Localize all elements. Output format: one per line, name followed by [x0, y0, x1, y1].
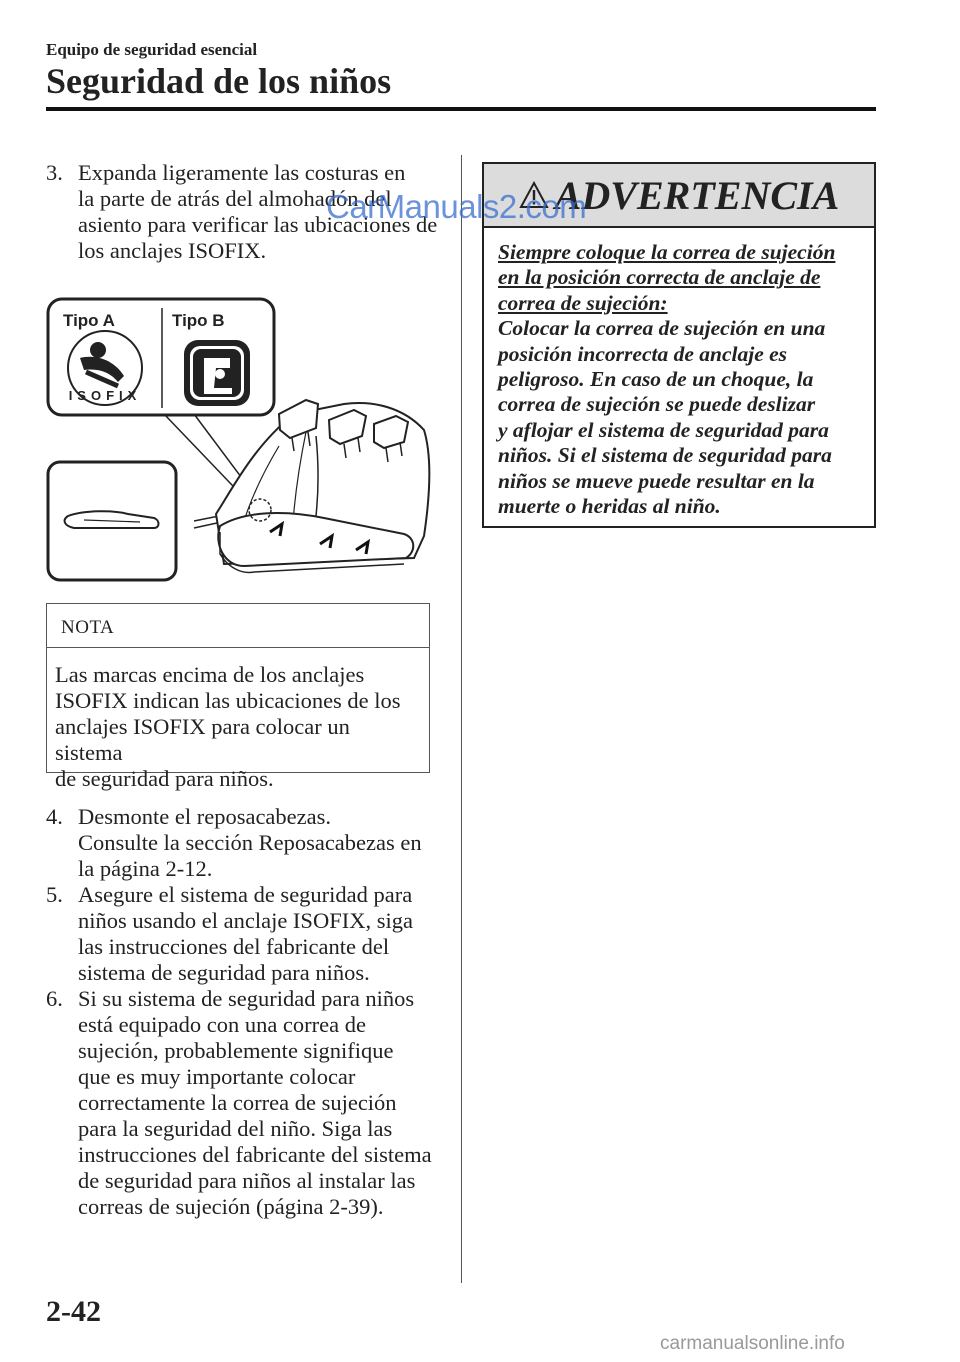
footer-url: carmanualsonline.info — [660, 1333, 845, 1354]
child-seat-square-icon — [184, 340, 250, 406]
step-line: la parte de atrás del almohadón del — [78, 186, 392, 211]
step-line: de seguridad para niños al instalar las — [78, 1168, 416, 1193]
step-line: sistema de seguridad para niños. — [78, 960, 370, 985]
step-line: niños usando el anclaje ISOFIX, siga — [78, 908, 413, 933]
note-heading: NOTA — [47, 604, 429, 648]
warning-line: muerte o heridas al niño. — [498, 494, 721, 519]
step-line: asiento para verificar las ubicaciones de — [78, 212, 438, 237]
section-label: Equipo de seguridad esencial — [46, 40, 258, 59]
step-line: Consulte la sección Reposacabezas en — [78, 830, 422, 855]
note-line: de seguridad para niños. — [55, 766, 274, 791]
warning-line: Siempre coloque la correa de sujeción — [498, 240, 836, 264]
step-line: Expanda ligeramente las costuras en — [78, 160, 406, 185]
isofix-circle-icon — [68, 331, 142, 405]
note-line: Las marcas encima de los anclajes — [55, 662, 365, 687]
step-item — [46, 986, 438, 1220]
step-line: correas de sujeción (página 2-39). — [78, 1194, 384, 1219]
warning-line: niños. Si el sistema de seguridad para — [498, 443, 832, 468]
step-number: 4. — [46, 804, 63, 829]
warning-line: posición incorrecta de anclaje es — [498, 341, 788, 366]
step-line: está equipado con una correa de — [78, 1012, 366, 1037]
step-line: Desmonte el reposacabezas. — [78, 804, 332, 829]
seat-diagram-svg — [44, 296, 434, 586]
step-line: para la seguridad del niño. Siga las — [78, 1116, 393, 1141]
warning-body — [484, 228, 874, 519]
warning-line: correa de sujeción se puede deslizar — [498, 392, 816, 417]
warning-title: ADVERTENCIA — [554, 172, 840, 218]
note-line: anclajes ISOFIX para colocar un sistema — [55, 714, 350, 765]
step-line: Asegure el sistema de seguridad para — [78, 882, 413, 907]
isofix-seat-illustration — [44, 296, 434, 586]
watermark-text: CarManuals2.com — [326, 188, 587, 225]
step-line: la página 2-12. — [78, 856, 213, 881]
step-line: los anclajes ISOFIX. — [78, 238, 267, 263]
page-number: 2-42 — [46, 1295, 101, 1328]
step-line: las instrucciones del fabricante del — [78, 934, 390, 959]
warning-line: en la posición correcta de anclaje de — [498, 265, 821, 290]
note-body — [47, 648, 429, 792]
step-item — [46, 804, 438, 882]
step-number: 5. — [46, 882, 63, 907]
label-tipo-a: Tipo A — [63, 311, 115, 330]
column-divider — [461, 155, 462, 1283]
step-number: 3. — [46, 160, 63, 185]
page-title: Seguridad de los niños — [46, 61, 392, 101]
step-line: instrucciones del fabricante del sistema — [78, 1142, 432, 1167]
step-line: que es muy importante colocar — [78, 1064, 356, 1089]
step-item — [46, 882, 438, 986]
label-tipo-b: Tipo B — [172, 311, 225, 330]
warning-line: niños se mueve puede resultar en la — [498, 468, 815, 493]
isofix-text: ISOFIX — [68, 388, 142, 403]
note-line: ISOFIX indican las ubicaciones de los — [55, 688, 401, 713]
step-line: Si su sistema de seguridad para niños — [78, 986, 415, 1011]
warning-line: y aflojar el sistema de seguridad para — [498, 417, 829, 442]
warning-line: Colocar la correa de sujeción en una — [498, 316, 826, 341]
step-line: correctamente la correa de sujeción — [78, 1090, 397, 1115]
step-number: 6. — [46, 986, 63, 1011]
warning-line: peligroso. En caso de un choque, la — [498, 367, 814, 392]
title-rule — [46, 107, 876, 111]
note-box — [46, 603, 430, 791]
step-line: sujeción, probablemente signifique — [78, 1038, 394, 1063]
warning-line: correa de sujeción: — [498, 290, 668, 315]
steps-list-bottom — [46, 804, 438, 1220]
